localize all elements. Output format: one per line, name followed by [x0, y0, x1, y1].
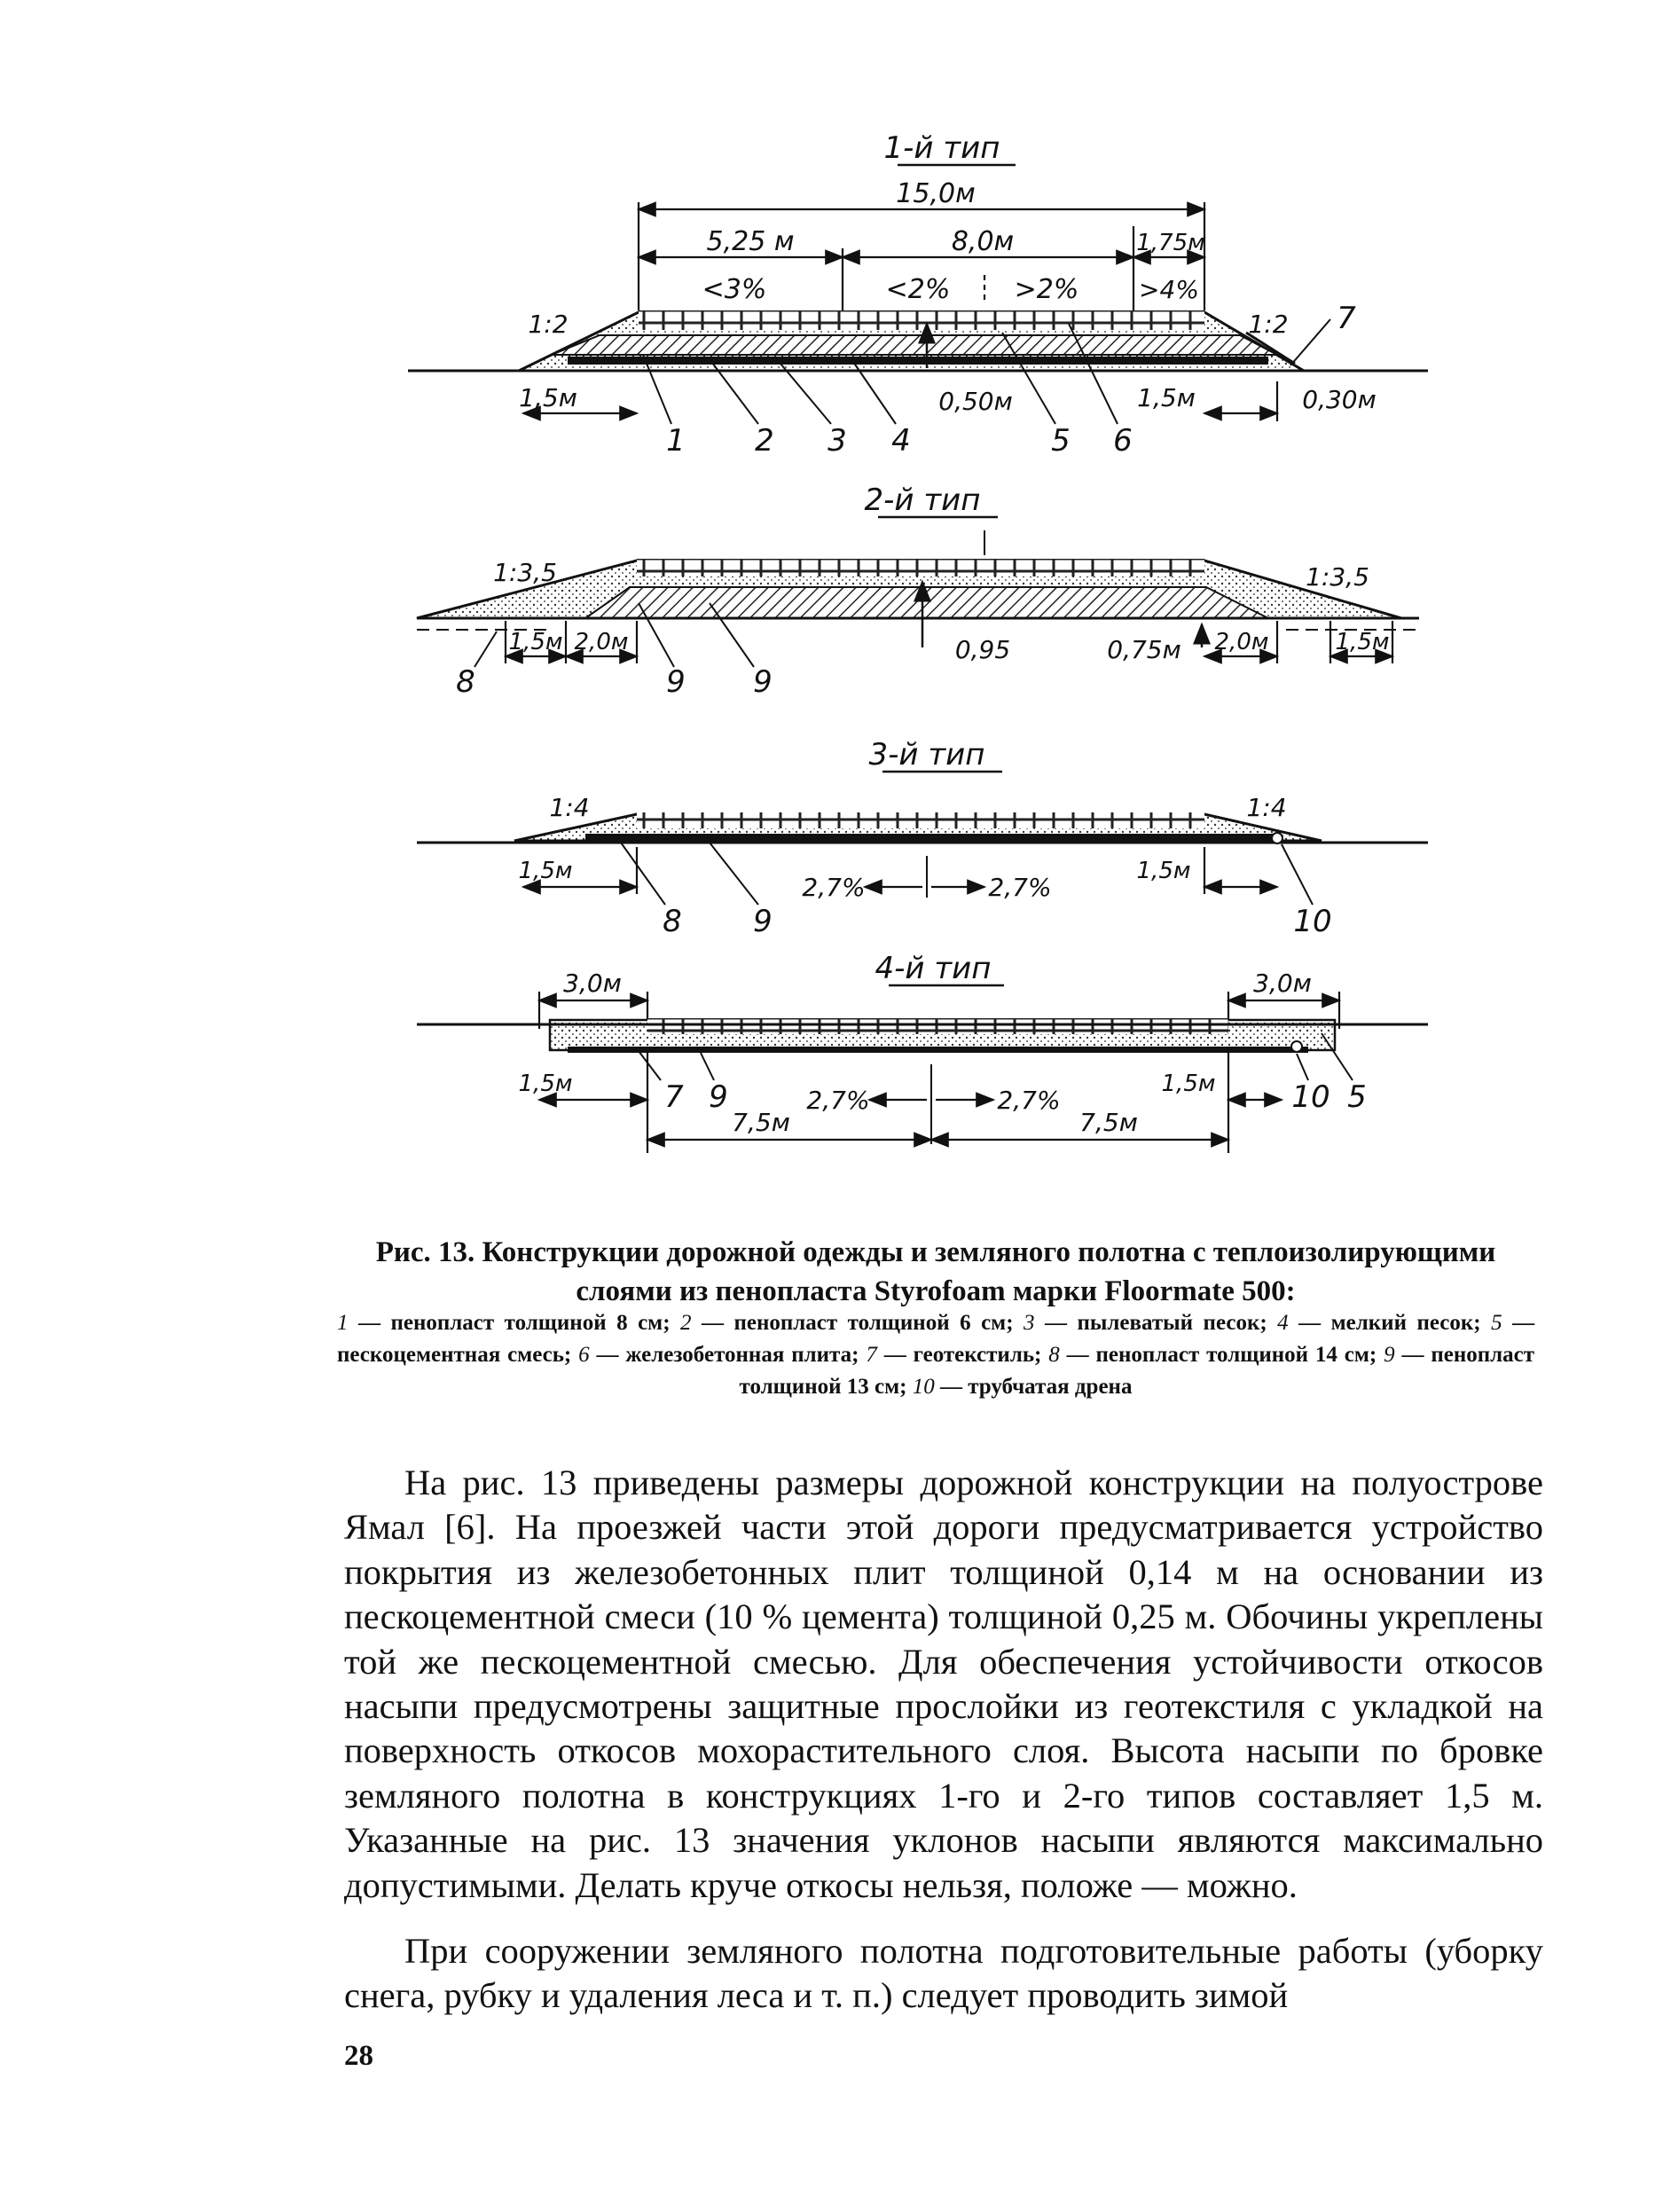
- type-2-slope-right: 1:3,5: [1306, 562, 1369, 592]
- type-3-slope-left: 1:4: [549, 793, 590, 822]
- type-2-berm-r2: 1,5м: [1335, 629, 1390, 655]
- type-1-title: 1-й тип: [883, 130, 1000, 166]
- type-3-section: [417, 737, 1428, 939]
- type-3-title: 3-й тип: [868, 737, 985, 773]
- type-1-total-width: 15,0м: [896, 178, 976, 209]
- type-2-offset: 0,75м: [1107, 635, 1181, 664]
- type-1-berm-right: 1,5м: [1137, 383, 1196, 412]
- type-4-berm-left: 1,5м: [518, 1071, 573, 1097]
- type-1-grade-3: >2%: [1014, 274, 1079, 305]
- type-1-grade-4: >4%: [1139, 275, 1199, 304]
- legend-item: 2 — пенопласт толщиной 6 см;: [680, 1311, 1014, 1335]
- type-1-callout-7: 7: [1337, 301, 1356, 336]
- legend-item: 10 — трубчатая дрена: [912, 1375, 1133, 1399]
- type-3-grade-right: 2,7%: [988, 873, 1052, 902]
- legend-item: 4 — мелкий песок;: [1277, 1311, 1481, 1335]
- type-3-callout-9: 9: [753, 904, 773, 939]
- type-3-callout-8: 8: [663, 904, 682, 939]
- legend-item: 5 — пескоцементная смесь;: [337, 1311, 1535, 1367]
- type-2-callout-8: 8: [456, 664, 475, 700]
- type-4-section: [417, 951, 1428, 1153]
- type-2-slope-left: 1:3,5: [493, 558, 557, 587]
- type-2-section: [417, 482, 1419, 700]
- type-2-berm-l2: 2,0м: [574, 629, 629, 655]
- figure-caption-title: Рис. 13. Конструкции дорожной одежды и земляного полотна с теплоизолирующими слоями из пенопласта Styrofoam марки Floormate 500:: [375, 1236, 1496, 1307]
- type-1-callout-5: 5: [1051, 423, 1071, 459]
- type-1-grade-2: <2%: [885, 274, 951, 305]
- type-1-berm-left: 1,5м: [519, 383, 577, 412]
- type-1-thickness: 0,50м: [938, 387, 1013, 416]
- legend-item: 9 — пенопласт толщиной 13 см;: [739, 1343, 1535, 1399]
- type-1-slope-left: 1:2: [528, 310, 569, 339]
- type-4-title: 4-й тип: [875, 951, 992, 986]
- type-1-callout-1: 1: [666, 423, 686, 459]
- type-4-grade-left: 2,7%: [806, 1086, 870, 1115]
- type-4-callout-7: 7: [664, 1079, 684, 1115]
- type-1-right-width: 1,75м: [1136, 230, 1205, 256]
- type-1-callout-3: 3: [828, 423, 847, 459]
- type-2-callout-9b: 9: [753, 664, 773, 700]
- legend-item: 8 — пенопласт толщиной 14 см;: [1048, 1343, 1377, 1367]
- figure-caption-legend: [337, 1307, 1534, 1403]
- legend-item: 1 — пенопласт толщиной 8 см;: [337, 1311, 671, 1335]
- type-1-callout-6: 6: [1113, 423, 1133, 459]
- type-2-title: 2-й тип: [864, 482, 981, 518]
- type-1-left-width: 5,25 м: [706, 226, 795, 257]
- type-1-callout-4: 4: [891, 423, 911, 459]
- type-1-grade-1: <3%: [702, 274, 767, 305]
- type-4-callout-10: 10: [1291, 1079, 1330, 1115]
- body-paragraph-2: При сооружении земляного полотна подготовительные работы (уборку снега, рубку и удаления леса и т. п.) следует проводить зимой: [344, 1931, 1543, 2016]
- type-2-callout-9a: 9: [666, 664, 686, 700]
- page-number: 28: [344, 2040, 373, 2072]
- type-3-callout-10: 10: [1293, 904, 1332, 939]
- type-1-section: [408, 130, 1428, 459]
- legend-item: 3 — пылеватый песок;: [1024, 1311, 1267, 1335]
- type-4-half-left: 7,5м: [732, 1108, 790, 1137]
- type-3-berm-right: 1,5м: [1136, 858, 1191, 884]
- type-4-callout-9: 9: [709, 1079, 728, 1115]
- type-4-grade-right: 2,7%: [997, 1086, 1061, 1115]
- type-3-grade-left: 2,7%: [802, 873, 866, 902]
- type-4-shoulder-right: 3,0м: [1253, 969, 1312, 998]
- legend-item: 7 — геотекстиль;: [866, 1343, 1042, 1367]
- type-4-berm-right: 1,5м: [1161, 1071, 1216, 1097]
- type-4-shoulder-left: 3,0м: [563, 969, 622, 998]
- type-4-half-right: 7,5м: [1079, 1108, 1138, 1137]
- type-4-callout-5: 5: [1347, 1079, 1367, 1115]
- type-2-berm-l1: 1,5м: [508, 629, 563, 655]
- type-3-slope-right: 1:4: [1246, 793, 1287, 822]
- type-1-center-width: 8,0м: [951, 226, 1015, 257]
- body-paragraph-1: На рис. 13 приведены размеры дорожной конструкции на полуострове Ямал [6]. На проезжей части этой дороги предусматривается устройство покрытия из железобетонных плит толщиной 0,14 м на основании из пескоцементной смеси (10 % цемента) толщиной 0,25 м. Обочины укреплены той же пескоцементной смесью. Для обеспечения устойчивости откосов насыпи предусмотрены защитные прослойки из геотекстиля с укладкой на поверхность откосов мохорастительного слоя. Высота насыпи по бровке земляного полотна в конструкциях 1-го и 2-го типов составляет 1,5 м. Указанные на рис. 13 значения уклонов насыпи являются максимально допустимыми. Делать круче откосы нельзя, положе — можно.: [344, 1463, 1543, 1905]
- type-1-geotextile-gap: 0,30м: [1302, 385, 1377, 414]
- type-1-callout-2: 2: [755, 423, 774, 459]
- type-1-slope-right: 1:2: [1248, 310, 1289, 339]
- legend-item: 6 — железобетонная плита;: [578, 1343, 859, 1367]
- type-2-thickness: 0,95: [954, 635, 1011, 664]
- type-3-berm-left: 1,5м: [518, 858, 573, 884]
- type-2-berm-r1: 2,0м: [1214, 629, 1269, 655]
